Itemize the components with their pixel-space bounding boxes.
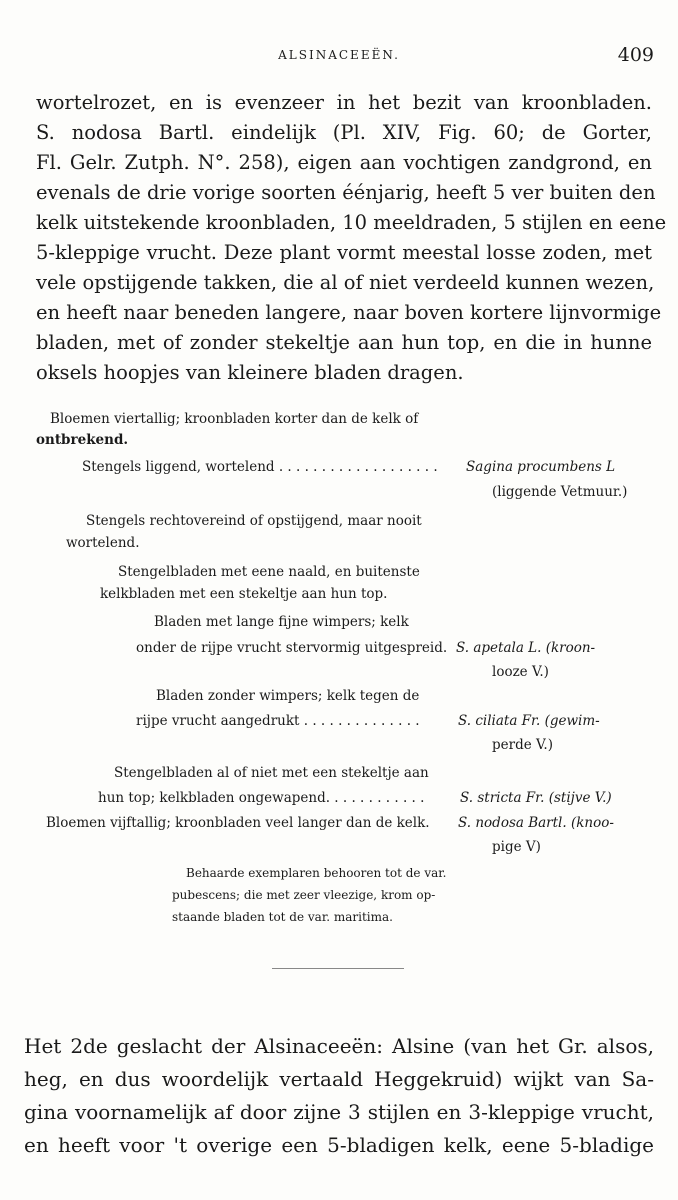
page-number: 409 [617,44,654,66]
key-line: Stengelbladen met eene naald, en buitenste [118,564,420,580]
text-line: 5-kleppige vrucht. Deze plant vormt meestal losse zoden, met [36,241,652,264]
common-name: pige V) [492,839,541,855]
text-line: oksels hoopjes van kleinere bladen dragen. [36,361,464,384]
text-line: gina voornamelijk af door zijne 3 stijlen en 3-kleppige vrucht, [24,1100,654,1124]
common-name: looze V.) [492,664,549,680]
key-line: Stengels liggend, wortelend . . . . . . . . . . . . . . . . . . . [82,459,438,475]
species-name: S. stricta Fr. (stijve V.) [460,790,612,806]
note-line: pubescens; die met zeer vleezige, krom op- [172,888,436,902]
text-line: heg, en dus woordelijk vertaald Heggekruid) wijkt van Sa- [24,1067,654,1091]
key-line: Bloemen viertallig; kroonbladen korter dan de kelk of [50,411,419,427]
key-line: ontbrekend. [36,432,129,448]
key-line: hun top; kelkbladen ongewapend. . . . . . . . . . . . [98,790,425,806]
text-line: en heeft naar beneden langere, naar boven kortere lijnvormige [36,301,662,324]
species-name: S. apetala L. (kroon- [456,640,596,656]
key-line: kelkbladen met een stekeltje aan hun top. [100,586,388,602]
section-divider [272,968,404,969]
key-line: wortelend. [66,535,140,551]
species-name: S. ciliata Fr. (gewim- [458,713,600,729]
text-line: bladen, met of zonder stekeltje aan hun top, en die in hunne [36,331,652,354]
paragraph-alsine [24,1030,654,1162]
key-line: rijpe vrucht aangedrukt . . . . . . . . . . . . . . [136,713,420,729]
text-line: evenals de drie vorige soorten éénjarig, heeft 5 ver buiten den [36,181,656,204]
text-line: S. nodosa Bartl. eindelijk (Pl. XIV, Fig. 60; de Gorter, [36,121,652,144]
text-line: vele opstijgende takken, die al of niet verdeeld kunnen wezen, [36,271,655,294]
paragraph-sagina-nodosa [36,88,667,388]
key-line: Bladen met lange fijne wimpers; kelk [154,614,409,630]
species-name: S. nodosa Bartl. (knoo- [458,815,614,831]
text-line: Fl. Gelr. Zutph. N°. 258), eigen aan vochtigen zandgrond, en [36,151,652,174]
text-line: en heeft voor 't overige een 5-bladigen kelk, eene 5-bladige [24,1133,654,1157]
key-line: Bladen zonder wimpers; kelk tegen de [156,688,420,704]
common-name: perde V.) [492,737,553,753]
text-line: Het 2de geslacht der Alsinaceeën: Alsine (van het Gr. alsos, [24,1034,654,1058]
common-name: (liggende Vetmuur.) [492,484,628,500]
running-head [0,44,678,74]
key-line: onder de rijpe vrucht stervormig uitgespreid. [136,640,448,656]
note-line: Behaarde exemplaren behooren tot de var. [186,866,447,880]
key-line: Bloemen vijftallig; kroonbladen veel langer dan de kelk. [46,815,430,831]
text-line: wortelrozet, en is evenzeer in het bezit van kroonbladen. [36,91,652,114]
running-title: ALSINACEEËN. [278,48,400,62]
note-line: staande bladen tot de var. maritima. [172,910,393,924]
species-name: Sagina procumbens L [466,459,616,475]
key-line: Stengels rechtovereind of opstijgend, maar nooit [86,513,422,529]
key-line: Stengelbladen al of niet met een stekeltje aan [114,765,429,781]
text-line: kelk uitstekende kroonbladen, 10 meeldraden, 5 stijlen en eene [36,211,667,234]
